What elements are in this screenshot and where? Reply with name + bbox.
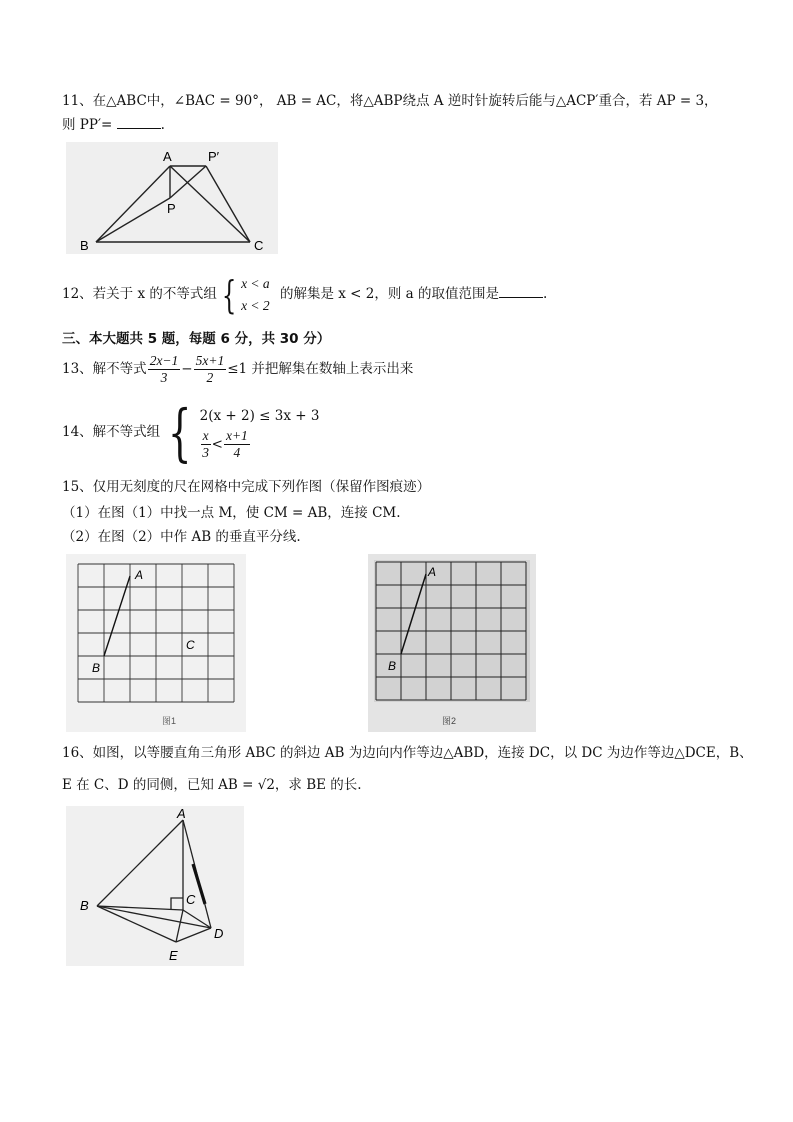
q14-lt: <	[211, 436, 223, 453]
q14-f2-num: x+1	[225, 428, 248, 443]
fig11-label-c: C	[254, 238, 264, 253]
fig16-label-d: D	[214, 926, 224, 941]
q16-line2: E 在 C、D 的同侧，已知 AB = √2，求 BE 的长.	[62, 777, 362, 793]
fig11-label-a: A	[163, 149, 172, 164]
q14-system	[200, 404, 320, 461]
q12-system	[241, 273, 270, 317]
q12	[62, 272, 547, 316]
q13-f2-num: 5x+1	[195, 353, 225, 368]
q13-suffix: ≤1 并把解集在数轴上表示出来	[227, 361, 414, 377]
figure-15-left-svg	[66, 554, 246, 732]
figure-15-left	[66, 554, 246, 732]
figure-16-svg	[66, 806, 244, 966]
q14-ineq1: 2(x + 2) ≤ 3x + 3	[199, 408, 320, 424]
q13-f2-den: 2	[206, 370, 214, 385]
q11-line1: 11、在△ABC中，∠BAC = 90°， AB = AC，将△ABP绕点 A 逆时针旋转后能与△ACP′重合，若 AP = 3，	[62, 93, 718, 109]
answer-blank	[117, 116, 161, 129]
q13	[62, 350, 413, 388]
q14-brace: {	[168, 395, 192, 469]
q15-line1: 15、仅用无刻度的尺在网格中完成下列作图（保留作图痕迹）	[62, 479, 431, 495]
q15-line3: （2）在图（2）中作 AB 的垂直平分线.	[62, 529, 301, 545]
figure-11-svg	[66, 142, 278, 254]
fig15-right-label-b: B	[388, 659, 397, 673]
fig15-left-caption: 图1	[162, 716, 177, 726]
fig16-label-c: C	[186, 892, 196, 907]
q12-brace: {	[221, 272, 237, 317]
q13-f1-den: 3	[160, 370, 168, 385]
figure-11	[66, 142, 278, 254]
q14-f1-den: 3	[202, 445, 210, 460]
q14-f2-den: 4	[233, 445, 241, 460]
fig15-right-label-a: A	[428, 565, 437, 579]
figure-15-right-svg	[368, 554, 536, 732]
q14-f1-num: x	[202, 428, 209, 443]
figure-16	[66, 806, 244, 966]
q12-middle: 的解集是 x < 2，则 a 的取值范围是	[279, 286, 499, 302]
q13-prefix: 13、解不等式	[62, 361, 147, 377]
fig15-left-label-a: A	[135, 568, 144, 582]
fig15-right-caption: 图2	[442, 716, 457, 726]
q13-fraction-2	[194, 353, 227, 386]
q14	[62, 396, 319, 468]
q12-end: .	[543, 286, 548, 302]
q14-fraction-2	[224, 428, 250, 461]
fig11-label-b: B	[80, 238, 89, 253]
section-3-title: 三、本大题共 5 题，每题 6 分，共 30 分）	[62, 331, 331, 347]
fig16-label-a: A	[177, 806, 186, 821]
q11-line2	[62, 116, 165, 134]
q13-fraction-1	[148, 353, 181, 386]
fig15-left-label-c: C	[186, 638, 195, 652]
q16-line1: 16、如图，以等腰直角三角形 ABC 的斜边 AB 为边向内作等边△ABD，连接 DC，以 DC 为边作等边△DCE，B、	[62, 745, 753, 761]
figure-15-right	[368, 554, 536, 732]
q14-ineq2	[200, 428, 320, 461]
q13-minus: −	[181, 361, 193, 377]
q12-prefix: 12、若关于 x 的不等式组	[62, 286, 217, 302]
answer-blank	[499, 285, 543, 298]
fig16-label-e: E	[169, 948, 178, 963]
q12-ineq1: x < a	[241, 275, 270, 291]
fig11-label-p: P	[167, 201, 176, 216]
q11-line2-text: 则 PP′=	[62, 117, 117, 133]
q14-prefix: 14、解不等式组	[62, 424, 161, 440]
q15-line2: （1）在图（1）中找一点 M，使 CM = AB，连接 CM.	[62, 505, 401, 521]
fig16-label-b: B	[80, 898, 89, 913]
fig15-left-label-b: B	[92, 661, 101, 675]
fig11-label-pp: P′	[208, 149, 220, 164]
q12-ineq2: x < 2	[241, 297, 270, 313]
q14-fraction-1	[201, 428, 211, 461]
q11-end: .	[160, 117, 165, 133]
q13-f1-num: 2x−1	[149, 353, 179, 368]
